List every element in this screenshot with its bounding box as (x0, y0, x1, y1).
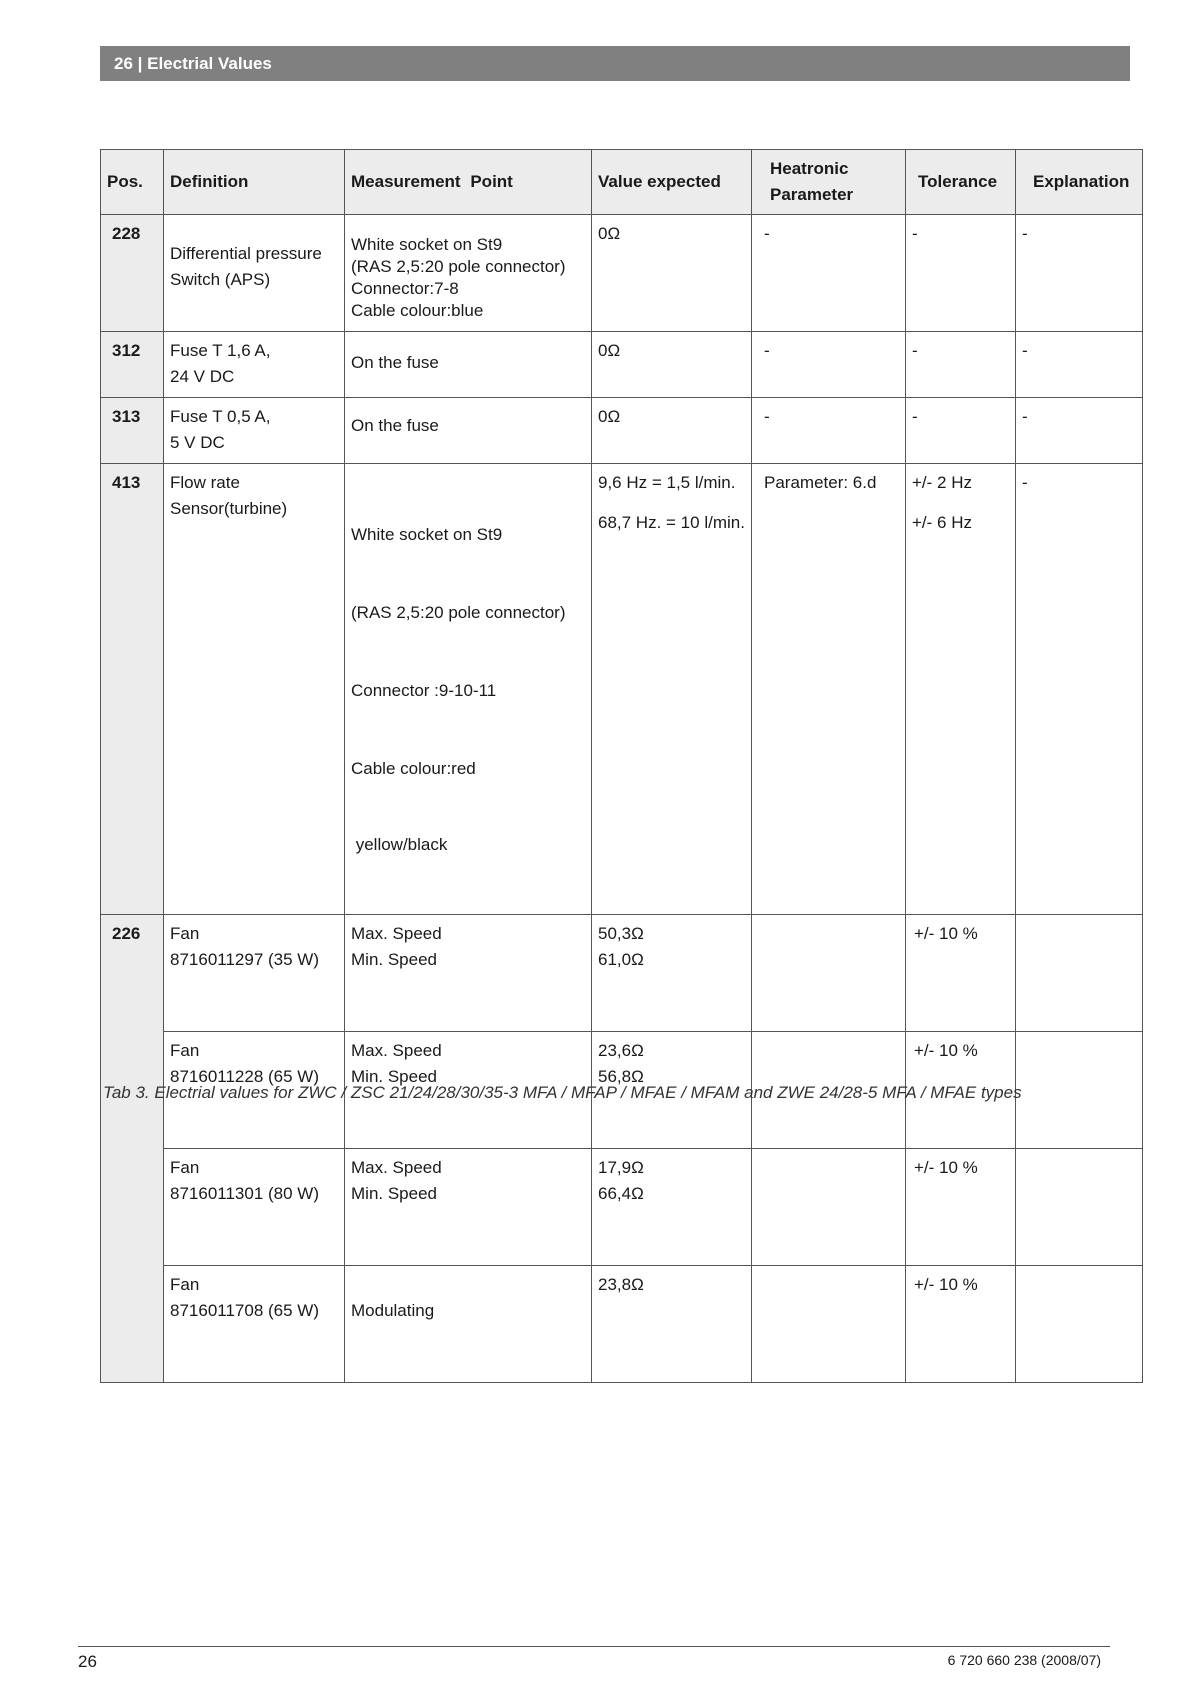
cell-measurement (345, 464, 592, 915)
cell-definition (164, 1149, 345, 1266)
cell-text: 8716011301 (80 W) (170, 1184, 320, 1203)
cell-measurement (345, 215, 592, 332)
cell-text: 23,6Ω (598, 1041, 644, 1060)
cell-explanation: - (1016, 464, 1143, 915)
cell-tolerance: +/- 10 % (906, 1266, 1016, 1383)
cell-measurement (345, 332, 592, 398)
cell-explanation: - (1016, 332, 1143, 398)
cell-heatronic (752, 915, 906, 1032)
cell-text: Differential pressure (170, 244, 322, 263)
cell-definition (164, 332, 345, 398)
table-row (101, 398, 1143, 464)
table-row (101, 332, 1143, 398)
col-header-heatronic-line2: Parameter (770, 185, 854, 204)
cell-text: Max. Speed (351, 924, 442, 943)
cell-value (592, 915, 752, 1032)
table-row (101, 915, 1143, 1032)
cell-text: Fuse T 0,5 A, (170, 407, 271, 426)
cell-text: (RAS 2,5:20 pole connector) (351, 257, 566, 276)
cell-text: Fan (170, 1158, 200, 1177)
table-caption: Tab 3. Electrial values for ZWC / ZSC 21/24/28/30/35-3 MFA / MFAP / MFAE / MFAM and ZWE 24/28-5 MFA / MFAE types (103, 1083, 1022, 1102)
cell-text: Connector:7-8 (351, 279, 459, 298)
cell-text: 61,0Ω (598, 950, 644, 969)
col-header-measurement (345, 150, 592, 215)
cell-text: +/- 6 Hz (912, 513, 972, 532)
table-row (101, 1266, 1143, 1383)
cell-value (592, 215, 752, 332)
cell-text: Flow rate (170, 473, 240, 492)
col-header-measurement-line2: Point (470, 172, 513, 191)
cell-text: Connector :9-10-11 (351, 681, 497, 700)
cell-text: 23,8Ω (598, 1275, 644, 1294)
cell-text: White socket on St9 (351, 235, 503, 254)
cell-text: White socket on St9 (351, 525, 503, 544)
col-header-tolerance: Tolerance (906, 150, 1016, 215)
cell-text: Max. Speed (351, 1158, 442, 1177)
cell-text: 5 V DC (170, 433, 225, 452)
cell-definition (164, 464, 345, 915)
cell-heatronic: - (752, 332, 906, 398)
cell-text: 8716011708 (65 W) (170, 1301, 320, 1320)
cell-text: yellow/black (351, 835, 448, 854)
cell-heatronic: Parameter: 6.d (752, 464, 906, 915)
cell-definition (164, 398, 345, 464)
cell-heatronic: - (752, 398, 906, 464)
cell-text: 24 V DC (170, 367, 235, 386)
cell-heatronic: - (752, 215, 906, 332)
page-header-title: 26 | Electrial Values (114, 54, 272, 73)
cell-pos: 413 (101, 464, 164, 915)
cell-measurement (345, 398, 592, 464)
footer-divider (78, 1646, 1110, 1647)
cell-text: Modulating (351, 1301, 435, 1320)
col-header-heatronic-line1: Heatronic (770, 159, 849, 178)
cell-text: Min. Speed (351, 1067, 437, 1086)
cell-explanation (1016, 1032, 1143, 1149)
cell-explanation: - (1016, 398, 1143, 464)
cell-text: On the fuse (351, 416, 439, 435)
cell-heatronic (752, 1266, 906, 1383)
cell-text: 0Ω (598, 341, 621, 360)
cell-text: - (912, 341, 918, 360)
cell-value (592, 1149, 752, 1266)
cell-text: Sensor(turbine) (170, 499, 288, 518)
cell-pos: 228 (101, 215, 164, 332)
cell-definition (164, 215, 345, 332)
cell-measurement (345, 915, 592, 1032)
cell-pos: 313 (101, 398, 164, 464)
page-number: 26 (78, 1652, 97, 1671)
cell-text: Min. Speed (351, 1184, 437, 1203)
table-row (101, 464, 1143, 915)
cell-text: +/- 2 Hz (912, 473, 972, 492)
cell-tolerance: +/- 10 % (906, 915, 1016, 1032)
cell-text: Min. Speed (351, 950, 437, 969)
cell-pos: 226 (101, 915, 164, 1383)
cell-measurement (345, 1149, 592, 1266)
cell-tolerance (906, 215, 1016, 332)
cell-value (592, 332, 752, 398)
col-header-value: Value expected (592, 150, 752, 215)
col-header-measurement-line1: Measurement (351, 172, 461, 191)
electrical-values-table (100, 149, 1143, 1383)
cell-measurement (345, 1266, 592, 1383)
cell-value (592, 1266, 752, 1383)
cell-text: - (912, 224, 918, 243)
cell-text: Cable colour:blue (351, 301, 484, 320)
cell-text: 50,3Ω (598, 924, 644, 943)
cell-text: Cable colour:red (351, 759, 476, 778)
cell-text: Fuse T 1,6 A, (170, 341, 271, 360)
table-row (101, 215, 1143, 332)
cell-pos: 312 (101, 332, 164, 398)
cell-tolerance (906, 332, 1016, 398)
cell-explanation (1016, 1266, 1143, 1383)
cell-value (592, 398, 752, 464)
cell-text: 17,9Ω (598, 1158, 644, 1177)
cell-text: Fan (170, 1041, 200, 1060)
cell-text: Max. Speed (351, 1041, 442, 1060)
document-number: 6 720 660 238 (2008/07) (947, 1652, 1101, 1668)
cell-text (351, 1272, 585, 1298)
cell-text: 56,8Ω (598, 1067, 644, 1086)
cell-text: - (912, 407, 918, 426)
cell-tolerance (906, 464, 1016, 915)
cell-heatronic (752, 1149, 906, 1266)
cell-text: Switch (APS) (170, 270, 271, 289)
page-header (100, 46, 1130, 81)
cell-text: 8716011297 (35 W) (170, 950, 320, 969)
col-header-definition: Definition (164, 150, 345, 215)
cell-text: On the fuse (351, 353, 439, 372)
cell-text: 0Ω (598, 224, 621, 243)
col-header-explanation: Explanation (1016, 150, 1143, 215)
cell-text: (RAS 2,5:20 pole connector) (351, 603, 566, 622)
cell-explanation (1016, 1149, 1143, 1266)
cell-text: Fan (170, 1275, 200, 1294)
cell-value (592, 464, 752, 915)
cell-explanation: - (1016, 215, 1143, 332)
cell-text: 9,6 Hz = 1,5 l/min. (598, 473, 736, 492)
cell-text: 0Ω (598, 407, 621, 426)
cell-tolerance: +/- 10 % (906, 1149, 1016, 1266)
cell-text: Fan (170, 924, 200, 943)
cell-text: 68,7 Hz. = 10 l/min. (598, 513, 745, 532)
cell-text: 66,4Ω (598, 1184, 644, 1203)
cell-explanation (1016, 915, 1143, 1032)
table-header-row (101, 150, 1143, 215)
col-header-heatronic (752, 150, 906, 215)
cell-text: 8716011228 (65 W) (170, 1067, 320, 1086)
col-header-pos: Pos. (101, 150, 164, 215)
cell-tolerance (906, 398, 1016, 464)
cell-definition (164, 915, 345, 1032)
cell-tolerance: +/- 10 % (906, 1032, 1016, 1149)
cell-definition (164, 1266, 345, 1383)
table-row (101, 1149, 1143, 1266)
